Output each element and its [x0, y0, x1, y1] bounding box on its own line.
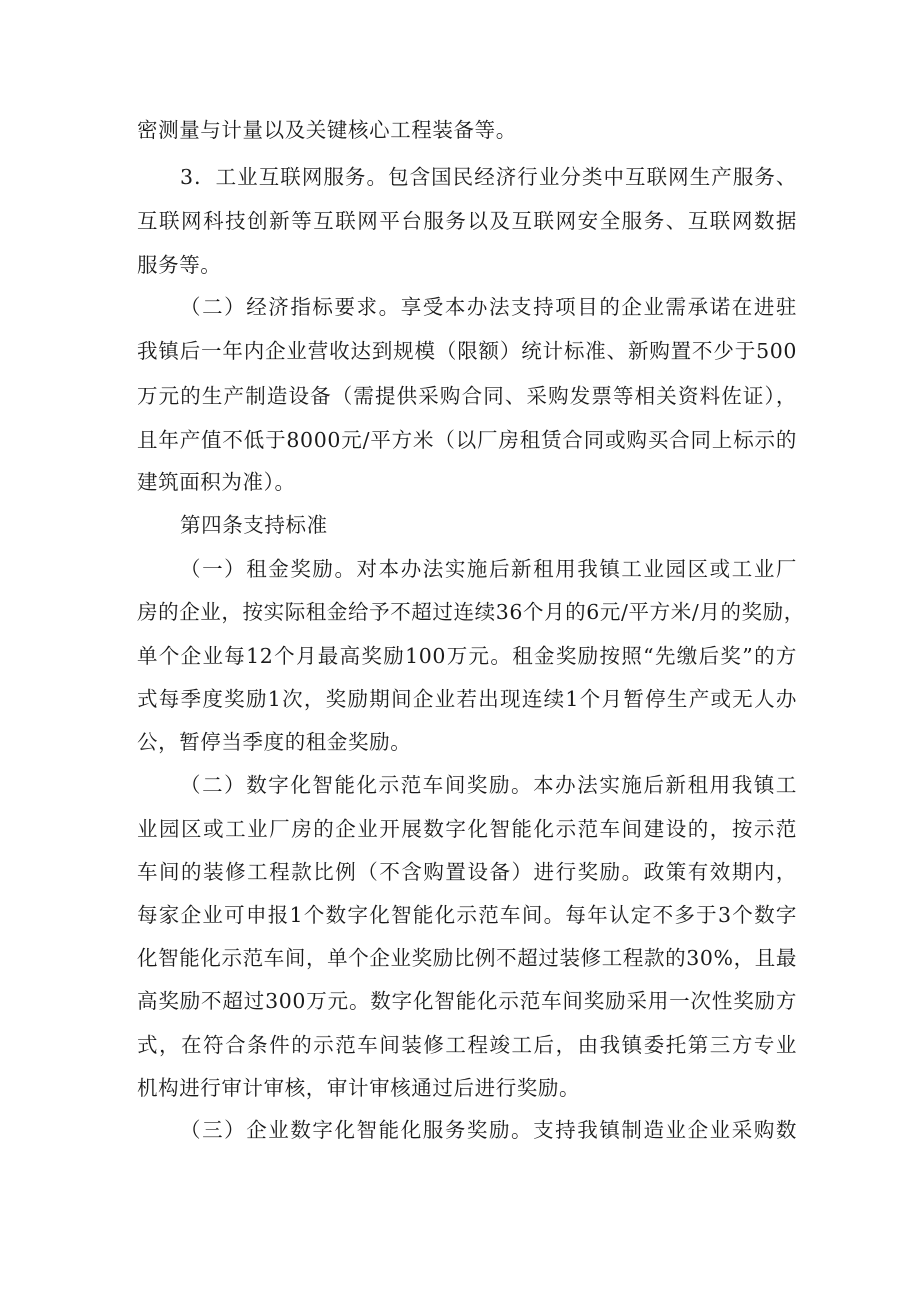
text-line-8: 且年产值不低于8000元/平方米（以厂房租赁合同或购买合同上标示的	[137, 428, 797, 452]
text-line-20: 化智能化示范车间，单个企业奖励比例不超过装修工程款的30%，且最	[137, 946, 797, 970]
text-line-21: 高奖励不超过300万元。数字化智能化示范车间奖励采用一次性奖励方	[137, 989, 797, 1013]
text-line-3: 互联网科技创新等互联网平台服务以及互联网安全服务、互联网数据	[137, 209, 797, 233]
text-line-5: （二）经济指标要求。享受本办法支持项目的企业需承诺在进驻	[180, 295, 797, 319]
text-line-15: 公，暂停当季度的租金奖励。	[137, 730, 412, 754]
text-line-19: 每家企业可申报1个数字化智能化示范车间。每年认定不多于3个数字	[137, 903, 797, 927]
text-line-9: 建筑面积为准）。	[137, 470, 296, 494]
text-line-2: 3．工业互联网服务。包含国民经济行业分类中互联网生产服务、	[180, 165, 797, 189]
text-line-11: （一）租金奖励。对本办法实施后新租用我镇工业园区或工业厂	[180, 557, 797, 581]
text-line-22: 式，在符合条件的示范车间装修工程竣工后，由我镇委托第三方专业	[137, 1033, 797, 1057]
text-line-17: 业园区或工业厂房的企业开展数字化智能化示范车间建设的，按示范	[137, 817, 797, 841]
text-line-1: 密测量与计量以及关键核心工程装备等。	[137, 118, 517, 142]
text-line-13: 单个企业每12个月最高奖励100万元。租金奖励按照“先缴后奖”的方	[137, 644, 797, 668]
section-heading: 第四条支持标准	[180, 513, 328, 537]
text-line-7: 万元的生产制造设备（需提供采购合同、采购发票等相关资料佐证），	[137, 384, 797, 408]
text-line-23: 机构进行审计审核，审计审核通过后进行奖励。	[137, 1076, 581, 1100]
text-line-12: 房的企业，按实际租金给予不超过连续36个月的6元/平方米/月的奖励，	[137, 600, 805, 624]
text-line-6: 我镇后一年内企业营收达到规模（限额）统计标准、新购置不少于500	[137, 339, 797, 363]
text-line-14: 式每季度奖励1次，奖励期间企业若出现连续1个月暂停生产或无人办	[137, 687, 797, 711]
text-line-4: 服务等。	[137, 253, 222, 277]
text-line-18: 车间的装修工程款比例（不含购置设备）进行奖励。政策有效期内，	[137, 860, 797, 884]
text-line-16: （二）数字化智能化示范车间奖励。本办法实施后新租用我镇工	[180, 773, 797, 797]
text-line-24: （三）企业数字化智能化服务奖励。支持我镇制造业企业采购数	[180, 1118, 797, 1142]
